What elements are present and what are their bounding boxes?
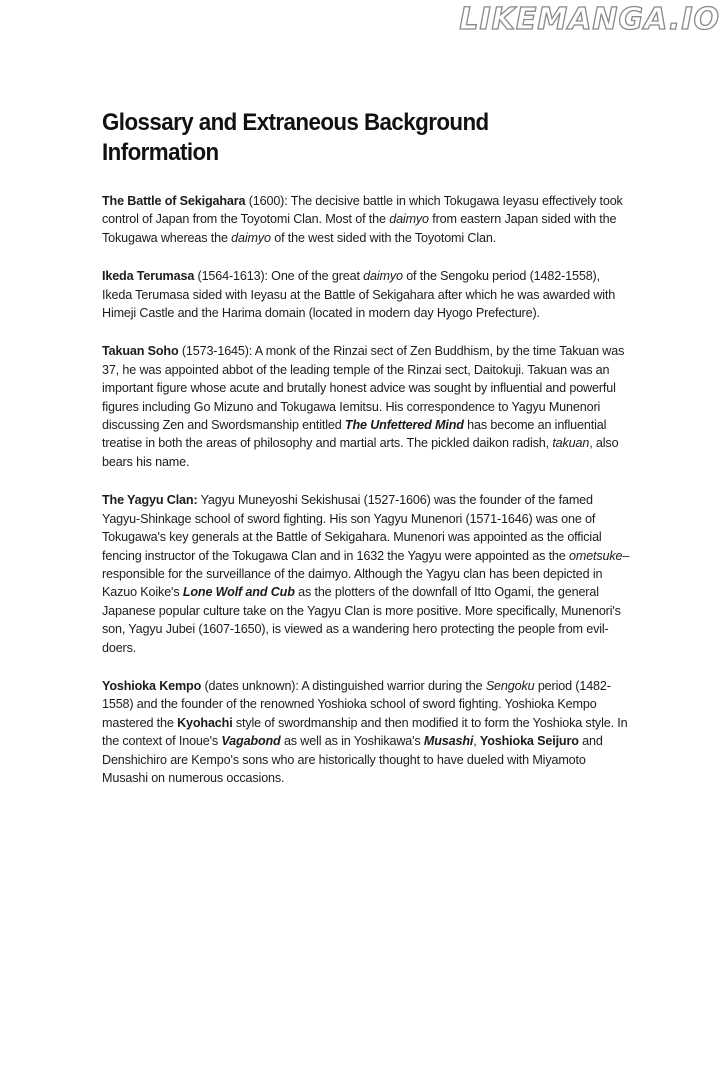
- bold-term: Yoshioka Seijuro: [479, 734, 579, 749]
- entry-term: The Yagyu Clan:: [102, 493, 198, 508]
- entry-text: of the Sengoku period (1482-1558), Ikeda Terumasa sided with Ieyasu at the Battle of Sekigahara after which he was awarded with Himeji Castle and the Harima domain (located in modern day Hyogo Prefecture).: [102, 269, 616, 321]
- entry-text: –responsible for the surveillance of the daimyo. Although the Yagyu clan has been depicted in Kazuo Koike's: [102, 548, 630, 600]
- entry-term: Yoshioka Kempo: [102, 678, 202, 693]
- page-title: Glossary and Extraneous Background Information: [102, 109, 489, 166]
- entry-text: (1573-1645): A monk of the Rinzai sect of Zen Buddhism, by the time Takuan was 37, he was appointed abbot of the leading temple of the Rinzai sect, Daitokuji. Takuan was an important figure whose acute and brutally honest advice was sought by influential and powerful figures including Go Mizuno and Tokugawa Iemitsu. His correspondence to Yagyu Munenori discussing Zen and Swordsmanship entitled: [102, 344, 625, 433]
- italic-term: daimyo: [231, 230, 271, 245]
- entry-text: ,: [473, 734, 480, 749]
- glossary-entry: [102, 342, 630, 471]
- entry-text: period (1482-1558) and the founder of the renowned Yoshioka school of sword fighting. Yoshioka Kempo mastered the: [102, 678, 611, 730]
- glossary-entry: [102, 491, 630, 657]
- work-title: Lone Wolf and Cub: [182, 585, 295, 600]
- italic-term: takuan: [552, 436, 590, 451]
- entry-text: from eastern Japan sided with the Tokugawa whereas the: [102, 212, 617, 245]
- italic-term: Sengoku: [485, 678, 535, 693]
- entry-text: (1600): The decisive battle in which Tokugawa Ieyasu effectively took control of Japan from the Toyotomi Clan. Most of the: [102, 194, 623, 227]
- work-title: Musashi: [423, 734, 474, 749]
- glossary-entry: [102, 192, 630, 247]
- work-title: Vagabond: [221, 734, 281, 749]
- glossary-entry: [102, 267, 630, 322]
- entry-text: of the west sided with the Toyotomi Clan.: [270, 230, 497, 245]
- entry-text: (dates unknown): A distinguished warrior during the: [201, 678, 486, 693]
- glossary-page: [102, 108, 630, 807]
- italic-term: ometsuke: [569, 548, 623, 563]
- glossary-entry: [102, 677, 630, 787]
- entry-text: (1564-1613): One of the great: [194, 269, 364, 284]
- entry-term: Takuan Soho: [102, 344, 179, 359]
- italic-term: daimyo: [363, 269, 403, 284]
- entry-text: Yagyu Muneyoshi Sekishusai (1527-1606) was the founder of the famed Yagyu-Shinkage school of sword fighting. His son Yagyu Munenori (1571-1646) was one of Tokugawa's key generals at the Battle of Sekigahara. Munenori was appointed as the official fencing instructor of the Tokugawa Clan and in 1632 the Yagyu were appointed as the: [102, 493, 602, 563]
- bold-term: Kyohachi: [177, 715, 233, 730]
- italic-term: daimyo: [389, 212, 429, 227]
- site-watermark: LIKEMANGA.IO: [459, 2, 720, 37]
- entry-term: Ikeda Terumasa: [102, 269, 195, 284]
- entry-text: , also bears his name.: [102, 436, 619, 469]
- entry-text: as the plotters of the downfall of Itto Ogami, the general Japanese popular culture take on the Yagyu Clan is more positive. More specifically, Munenori's son, Yagyu Jubei (1607-1650), is viewed as a wandering hero protecting the people from evil-doers.: [102, 585, 621, 655]
- glossary-entries: [102, 192, 630, 787]
- entry-text: and Denshichiro are Kempo's sons who are historically thought to have dueled with Miyamoto Musashi on numerous occasions.: [102, 734, 603, 785]
- work-title: The Unfettered Mind: [344, 418, 464, 433]
- entry-text: has become an influential treatise in both the areas of philosophy and martial arts. The pickled daikon radish,: [102, 418, 607, 451]
- entry-text: as well as in Yoshikawa's: [280, 734, 424, 749]
- entry-text: style of swordmanship and then modified it to form the Yoshioka style. In the context of Inoue's: [102, 715, 628, 749]
- entry-term: The Battle of Sekigahara: [102, 194, 246, 208]
